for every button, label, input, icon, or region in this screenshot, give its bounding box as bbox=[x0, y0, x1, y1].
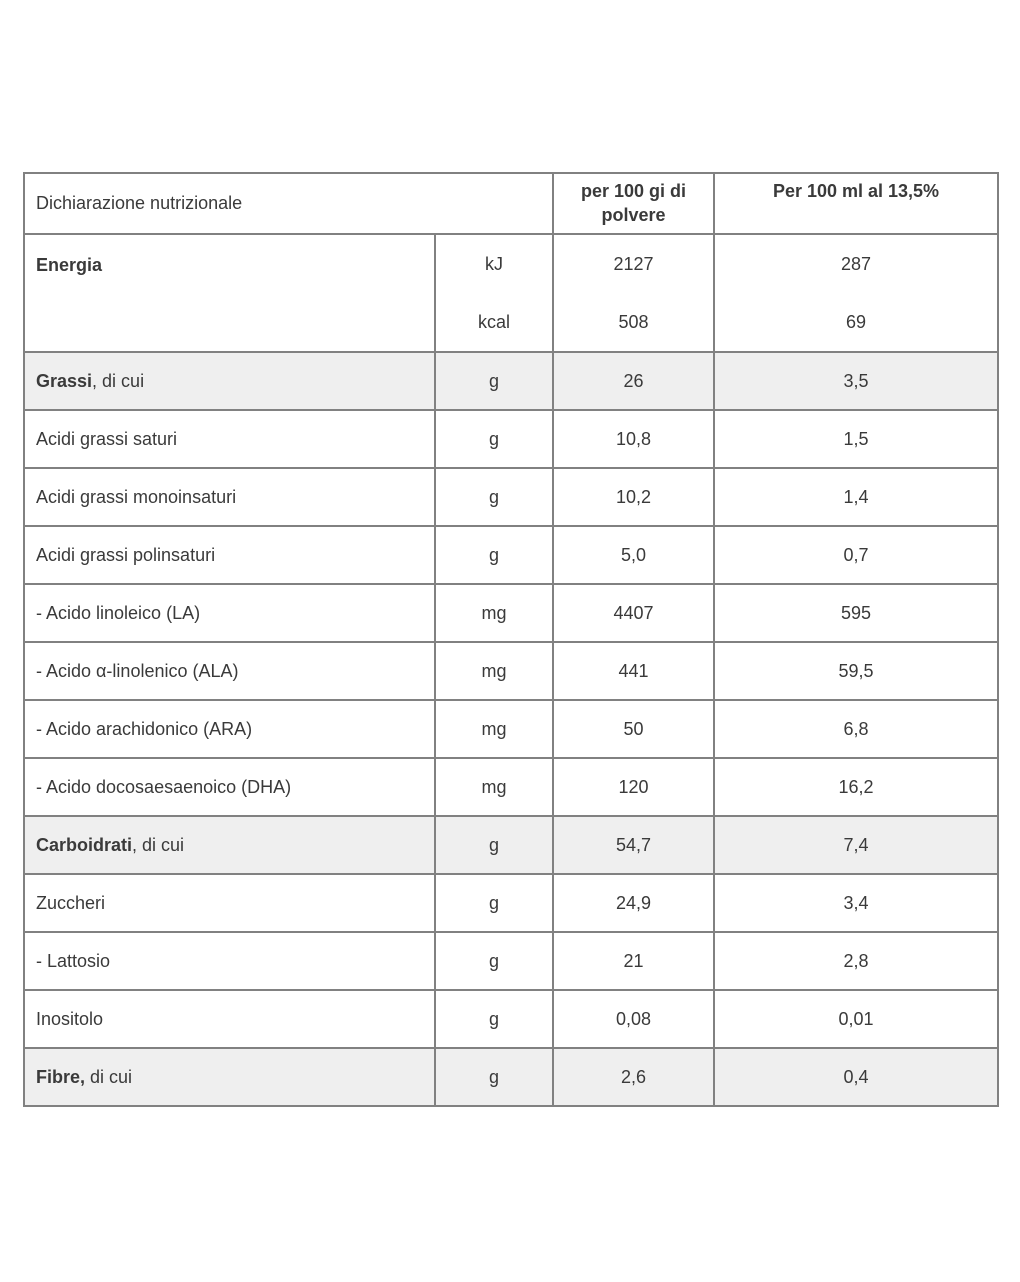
per-100g-value-cell: 50 bbox=[553, 700, 714, 758]
table-title bbox=[24, 173, 553, 234]
nutrient-label: Zuccheri bbox=[36, 892, 106, 913]
unit-cell: g bbox=[435, 816, 553, 874]
unit-cell: g bbox=[435, 352, 553, 410]
unit-cell: g bbox=[435, 874, 553, 932]
nutrient-label-cell bbox=[24, 990, 435, 1048]
nutrient-label: - Acido arachidonico (ARA) bbox=[36, 718, 253, 739]
per-100g-value-cell: 26 bbox=[553, 352, 714, 410]
nutrient-label-cell bbox=[24, 526, 435, 584]
nutrient-label-bold: Grassi bbox=[36, 370, 93, 391]
table-row-acido-arachidonico bbox=[24, 700, 998, 758]
per-100ml-value-cell: 0,4 bbox=[714, 1048, 998, 1106]
per-100ml-value-cell: 16,2 bbox=[714, 758, 998, 816]
energy-kcal-per-100ml: 69 bbox=[845, 312, 867, 332]
column-header-per-100ml bbox=[714, 173, 998, 234]
table-row-acidi-grassi-monoinsaturi bbox=[24, 468, 998, 526]
per-100ml-value-cell: 3,5 bbox=[714, 352, 998, 410]
nutrient-label-cell bbox=[24, 468, 435, 526]
nutrition-table bbox=[23, 172, 999, 1107]
table-row-acidi-grassi-polinsaturi bbox=[24, 526, 998, 584]
unit-kcal: kcal bbox=[477, 312, 510, 332]
nutrient-label-cell bbox=[24, 874, 435, 932]
per-100g-value-cell: 120 bbox=[553, 758, 714, 816]
unit-cell bbox=[435, 234, 553, 352]
column-header-per-100ml-label: Per 100 ml al 13,5% bbox=[772, 181, 940, 201]
per-100ml-value-cell: 595 bbox=[714, 584, 998, 642]
nutrient-label: - Acido docosaesaenoico (DHA) bbox=[36, 776, 292, 797]
nutrient-label-cell bbox=[24, 816, 435, 874]
table-row-carboidrati bbox=[24, 816, 998, 874]
unit-cell: mg bbox=[435, 584, 553, 642]
table-row-lattosio bbox=[24, 932, 998, 990]
nutrient-label-cell bbox=[24, 352, 435, 410]
nutrient-label: Acidi grassi saturi bbox=[36, 428, 178, 449]
nutrient-label: Inositolo bbox=[36, 1008, 104, 1029]
energy-kj-per-100ml: 287 bbox=[840, 254, 872, 274]
nutrient-label-cell bbox=[24, 1048, 435, 1106]
table-title-label: Dichiarazione nutrizionale bbox=[36, 193, 243, 213]
nutrient-label: - Lattosio bbox=[36, 950, 111, 971]
nutrient-label: - Acido α-linolenico (ALA) bbox=[36, 660, 239, 681]
energy-kj-per-100g: 2127 bbox=[613, 254, 654, 274]
unit-cell: g bbox=[435, 1048, 553, 1106]
column-header-per-100g-line1: per 100 gi di bbox=[580, 181, 687, 202]
unit-cell: mg bbox=[435, 700, 553, 758]
unit-cell: g bbox=[435, 932, 553, 990]
per-100g-value-cell: 0,08 bbox=[553, 990, 714, 1048]
nutrient-label-cell bbox=[24, 584, 435, 642]
table-row-zuccheri bbox=[24, 874, 998, 932]
unit-kj: kJ bbox=[485, 254, 503, 274]
per-100g-value-cell: 2,6 bbox=[553, 1048, 714, 1106]
per-100g-value-cell: 441 bbox=[553, 642, 714, 700]
table-row-acidi-grassi-saturi bbox=[24, 410, 998, 468]
table-row-energia bbox=[24, 234, 998, 352]
nutrient-label-bold: Fibre, bbox=[36, 1066, 86, 1087]
nutrient-label-rest: , di cui bbox=[132, 834, 185, 855]
per-100g-value-cell bbox=[553, 234, 714, 352]
nutrient-label: Acidi grassi monoinsaturi bbox=[36, 486, 237, 507]
per-100g-value-cell: 24,9 bbox=[553, 874, 714, 932]
unit-cell: mg bbox=[435, 642, 553, 700]
nutrient-label-cell bbox=[24, 758, 435, 816]
nutrient-label-cell bbox=[24, 700, 435, 758]
unit-cell: g bbox=[435, 410, 553, 468]
column-header-per-100g-line2: polvere bbox=[601, 204, 666, 225]
per-100g-value-cell: 21 bbox=[553, 932, 714, 990]
energy-kcal-per-100g: 508 bbox=[618, 312, 649, 332]
nutrient-label-rest: , di cui bbox=[92, 370, 145, 391]
per-100ml-value-cell: 3,4 bbox=[714, 874, 998, 932]
per-100ml-value-cell: 6,8 bbox=[714, 700, 998, 758]
table-row-acido-docosaesaenoico bbox=[24, 758, 998, 816]
table-header-row bbox=[24, 173, 998, 234]
per-100ml-value-cell: 1,4 bbox=[714, 468, 998, 526]
table-row-inositolo bbox=[24, 990, 998, 1048]
per-100ml-value-cell: 0,7 bbox=[714, 526, 998, 584]
nutrient-label: Acidi grassi polinsaturi bbox=[36, 544, 216, 565]
nutrient-label: Energia bbox=[36, 255, 103, 275]
per-100ml-value-cell: 1,5 bbox=[714, 410, 998, 468]
per-100ml-value-cell: 0,01 bbox=[714, 990, 998, 1048]
unit-cell: g bbox=[435, 526, 553, 584]
per-100g-value-cell: 5,0 bbox=[553, 526, 714, 584]
per-100g-value-cell: 10,2 bbox=[553, 468, 714, 526]
nutrient-label-cell bbox=[24, 642, 435, 700]
nutrient-label-cell bbox=[24, 410, 435, 468]
nutrient-label-cell bbox=[24, 234, 435, 352]
table-row-fibre bbox=[24, 1048, 998, 1106]
table-row-acido-linoleico bbox=[24, 584, 998, 642]
per-100ml-value-cell bbox=[714, 234, 998, 352]
unit-cell: g bbox=[435, 468, 553, 526]
nutrient-label-cell bbox=[24, 932, 435, 990]
per-100g-value-cell: 10,8 bbox=[553, 410, 714, 468]
per-100ml-value-cell: 7,4 bbox=[714, 816, 998, 874]
per-100g-value-cell: 54,7 bbox=[553, 816, 714, 874]
nutrient-label: - Acido linoleico (LA) bbox=[36, 602, 201, 623]
per-100ml-value-cell: 2,8 bbox=[714, 932, 998, 990]
unit-cell: mg bbox=[435, 758, 553, 816]
column-header-per-100g-powder bbox=[553, 173, 714, 234]
table-row-acido-alfa-linolenico bbox=[24, 642, 998, 700]
table-row-grassi bbox=[24, 352, 998, 410]
nutrient-label-bold: Carboidrati bbox=[36, 834, 133, 855]
per-100ml-value-cell: 59,5 bbox=[714, 642, 998, 700]
nutrient-label-rest: di cui bbox=[85, 1066, 133, 1087]
per-100g-value-cell: 4407 bbox=[553, 584, 714, 642]
unit-cell: g bbox=[435, 990, 553, 1048]
